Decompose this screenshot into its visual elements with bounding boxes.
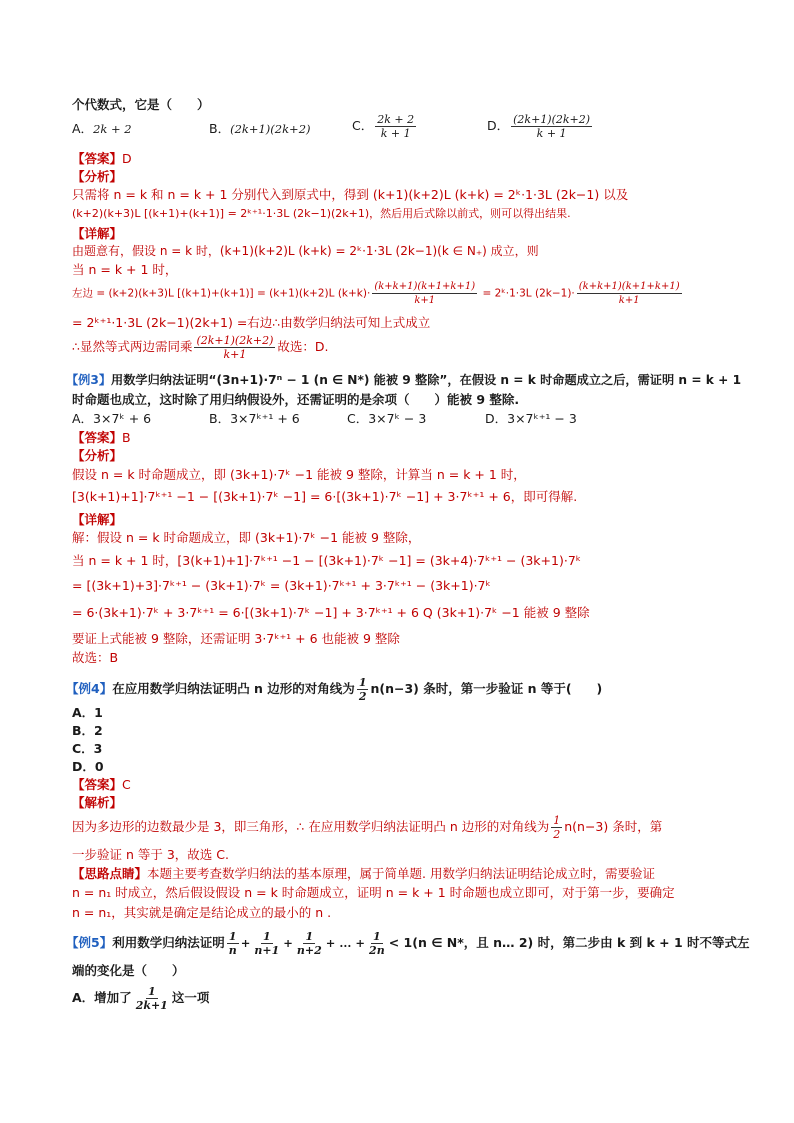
ex4-option-a[interactable]: A．1 [72,705,103,720]
q2-detail-line-2: 当 n = k + 1 时， [72,262,178,277]
ex4-option-c[interactable]: C．3 [72,741,103,756]
ex4-option-b[interactable]: B．2 [72,723,103,738]
q2-detail-line-3: 左边 = (k+2)(k+3)L [(k+1)+(k+1)] = (k+1)(k+2)L (k+k)· $\frac{(k+k+1)(k+1+k+1)}{k+1}$ = 2ᵏ·1·3L (2k−1)· $\frac{(k+k+1)(k+1+k+1)}{k+1}$ [72,281,680,306]
q2-answer: 【答案】D [72,151,132,166]
ex3-detail-line-5: 要证上式能被 9 整除，还需证明 3·7ᵏ⁺¹ + 6 也能被 9 整除 [72,631,400,646]
fraction: $\frac{1}{2k+1}$ [135,985,168,1012]
ex3-option-d[interactable]: D．3×7ᵏ⁺¹ − 3 [485,411,577,426]
ex3-detail-line-1: 解：假设 n = k 时命题成立，即 (3k+1)·7ᵏ −1 能被 9 整除， [72,530,421,545]
q2-detail-line-5: ∴显然等式两边需同乘 $\frac{(2k+1)(2k+2)}{k+1}$ 故选：D. [72,334,329,361]
ex4-analysis-line-2: 一步验证 n 等于 3，故选 C. [72,847,229,862]
q2-detail-tag: 【详解】 [72,226,123,241]
q2-option-c[interactable]: C． $\frac{2k + 2}{k + 1}$ [352,113,415,140]
q2-analysis-line-1: 只需将 n = k 和 n = k + 1 分别代入到原式中，得到 (k+1)(k+2)L (k+k) = 2ᵏ·1·3L (2k−1) 以及 [72,187,629,202]
ex4-tips-line-3: n = n₁，其实就是确定是结论成立的最小的 n . [72,905,332,920]
fraction: $\frac{1}{n}$ [228,930,237,957]
ex4-answer: 【答案】C [72,777,131,792]
fraction: $\frac{(2k+1)(2k+2)}{k + 1}$ [513,113,591,140]
ex3-detail-line-6: 故选：B [72,650,119,665]
ex3-analysis-line-2: [3(k+1)+1]·7ᵏ⁺¹ −1 − [(3k+1)·7ᵏ −1] = 6·[(3k+1)·7ᵏ −1] + 3·7ᵏ⁺¹ + 6，即可得解. [72,489,578,504]
fraction: $\frac{(k+k+1)(k+1+k+1)}{k+1}$ [578,281,680,306]
ex4-analysis-tag: 【解析】 [72,795,123,810]
ex4-stem: 【例4】在应用数学归纳法证明凸 n 边形的对角线为 $\frac{1}{2}$ n(n−3) 条时，第一步验证 n 等于( ) [66,676,603,703]
q2-analysis-line-2: (k+2)(k+3)L [(k+1)+(k+1)] = 2ᵏ⁺¹·1·3L (2k−1)(2k+1)，然后用后式除以前式，则可以得出结果. [72,207,571,220]
ex3-detail-line-2: 当 n = k + 1 时，[3(k+1)+1]·7ᵏ⁺¹ −1 − [(3k+1)·7ᵏ −1] = (3k+4)·7ᵏ⁺¹ − (3k+1)·7ᵏ [72,553,582,568]
ex4-option-d[interactable]: D．0 [72,759,104,774]
ex4-tips-line-2: n = n₁ 时成立，然后假设假设 n = k 时命题成立，证明 n = k + 1 时命题也成立即可，对于第一步，要确定 [72,885,675,900]
ex3-detail-line-4: = 6·(3k+1)·7ᵏ + 3·7ᵏ⁺¹ = 6·[(3k+1)·7ᵏ −1] + 3·7ᵏ⁺¹ + 6 Q (3k+1)·7ᵏ −1 能被 9 整除 [72,605,590,620]
q2-option-a[interactable]: A．2k + 2 [72,121,132,136]
ex4-tips-line-1: 【思路点睛】本题主要考查数学归纳法的基本原理，属于简单题. 用数学归纳法证明结论成立时，需要验证 [72,866,655,881]
ex5-option-a[interactable]: A．增加了 $\frac{1}{2k+1}$ 这一项 [72,985,210,1012]
ex3-detail-line-3: = [(3k+1)+3]·7ᵏ⁺¹ − (3k+1)·7ᵏ = (3k+1)·7ᵏ⁺¹ + 3·7ᵏ⁺¹ − (3k+1)·7ᵏ [72,578,491,593]
ex3-answer: 【答案】B [72,430,131,445]
ex3-stem-line-1: 【例3】用数学归纳法证明“(3n+1)·7ⁿ − 1 (n ∈ N*) 能被 9 整除”，在假设 n = k 时命题成立之后，需证明 n = k + 1 [66,373,742,387]
q2-analysis-tag: 【分析】 [72,169,123,184]
ex3-analysis-tag: 【分析】 [72,448,123,463]
fraction: $\frac{2k + 2}{k + 1}$ [377,113,415,140]
ex3-analysis-line-1: 假设 n = k 时命题成立，即 (3k+1)·7ᵏ −1 能被 9 整除，计算当 n = k + 1 时， [72,467,526,482]
ex5-stem-line-2: 端的变化是（ ） [72,963,185,978]
ex4-analysis-line-1: 因为多边形的边数最少是 3，即三角形，∴ 在应用数学归纳法证明凸 n 边形的对角线为 $\frac{1}{2}$ n(n−3) 条时，第 [72,814,663,841]
q2-option-b[interactable]: B．(2k+1)(2k+2) [209,121,311,136]
q2-detail-line-4: = 2ᵏ⁺¹·1·3L (2k−1)(2k+1) =右边∴由数学归纳法可知上式成立 [72,315,431,330]
ex3-option-a[interactable]: A．3×7ᵏ + 6 [72,411,152,426]
fraction: $\frac{1}{2n}$ [369,930,385,957]
ex3-option-b[interactable]: B．3×7ᵏ⁺¹ + 6 [209,411,300,426]
fraction: $\frac{1}{2}$ [553,814,561,841]
ex3-stem-line-2: 时命题也成立，这时除了用归纳假设外，还需证明的是余项（ ）能被 9 整除. [72,392,520,407]
q2-option-d[interactable]: D． $\frac{(2k+1)(2k+2)}{k + 1}$ [487,113,591,140]
q2-detail-line-1: 由题意有，假设 n = k 时，(k+1)(k+2)L (k+k) = 2ᵏ·1·3L (2k−1)(k ∈ N₊) 成立，则 [72,244,539,258]
fraction: $\frac{(k+k+1)(k+1+k+1)}{k+1}$ [374,281,476,306]
fraction: $\frac{(2k+1)(2k+2)}{k+1}$ [196,334,274,361]
ex3-option-c[interactable]: C．3×7ᵏ − 3 [347,411,427,426]
fraction: $\frac{1}{n+2}$ [296,930,322,957]
ex5-stem-line-1: 【例5】利用数学归纳法证明 $\frac{1}{n}$ + $\frac{1}{n+1}$ + $\frac{1}{n+2}$ + ... + $\frac{1}{2n}$ < 1(n ∈ N*，且 n… 2) 时，第二步由 k 到 k + 1 时不等式左 [66,930,750,957]
fraction: $\frac{1}{2}$ [358,676,367,703]
ex3-detail-tag: 【详解】 [72,512,123,527]
fraction: $\frac{1}{n+1}$ [254,930,280,957]
q2-stem: 个代数式，它是（ ） [72,97,210,112]
